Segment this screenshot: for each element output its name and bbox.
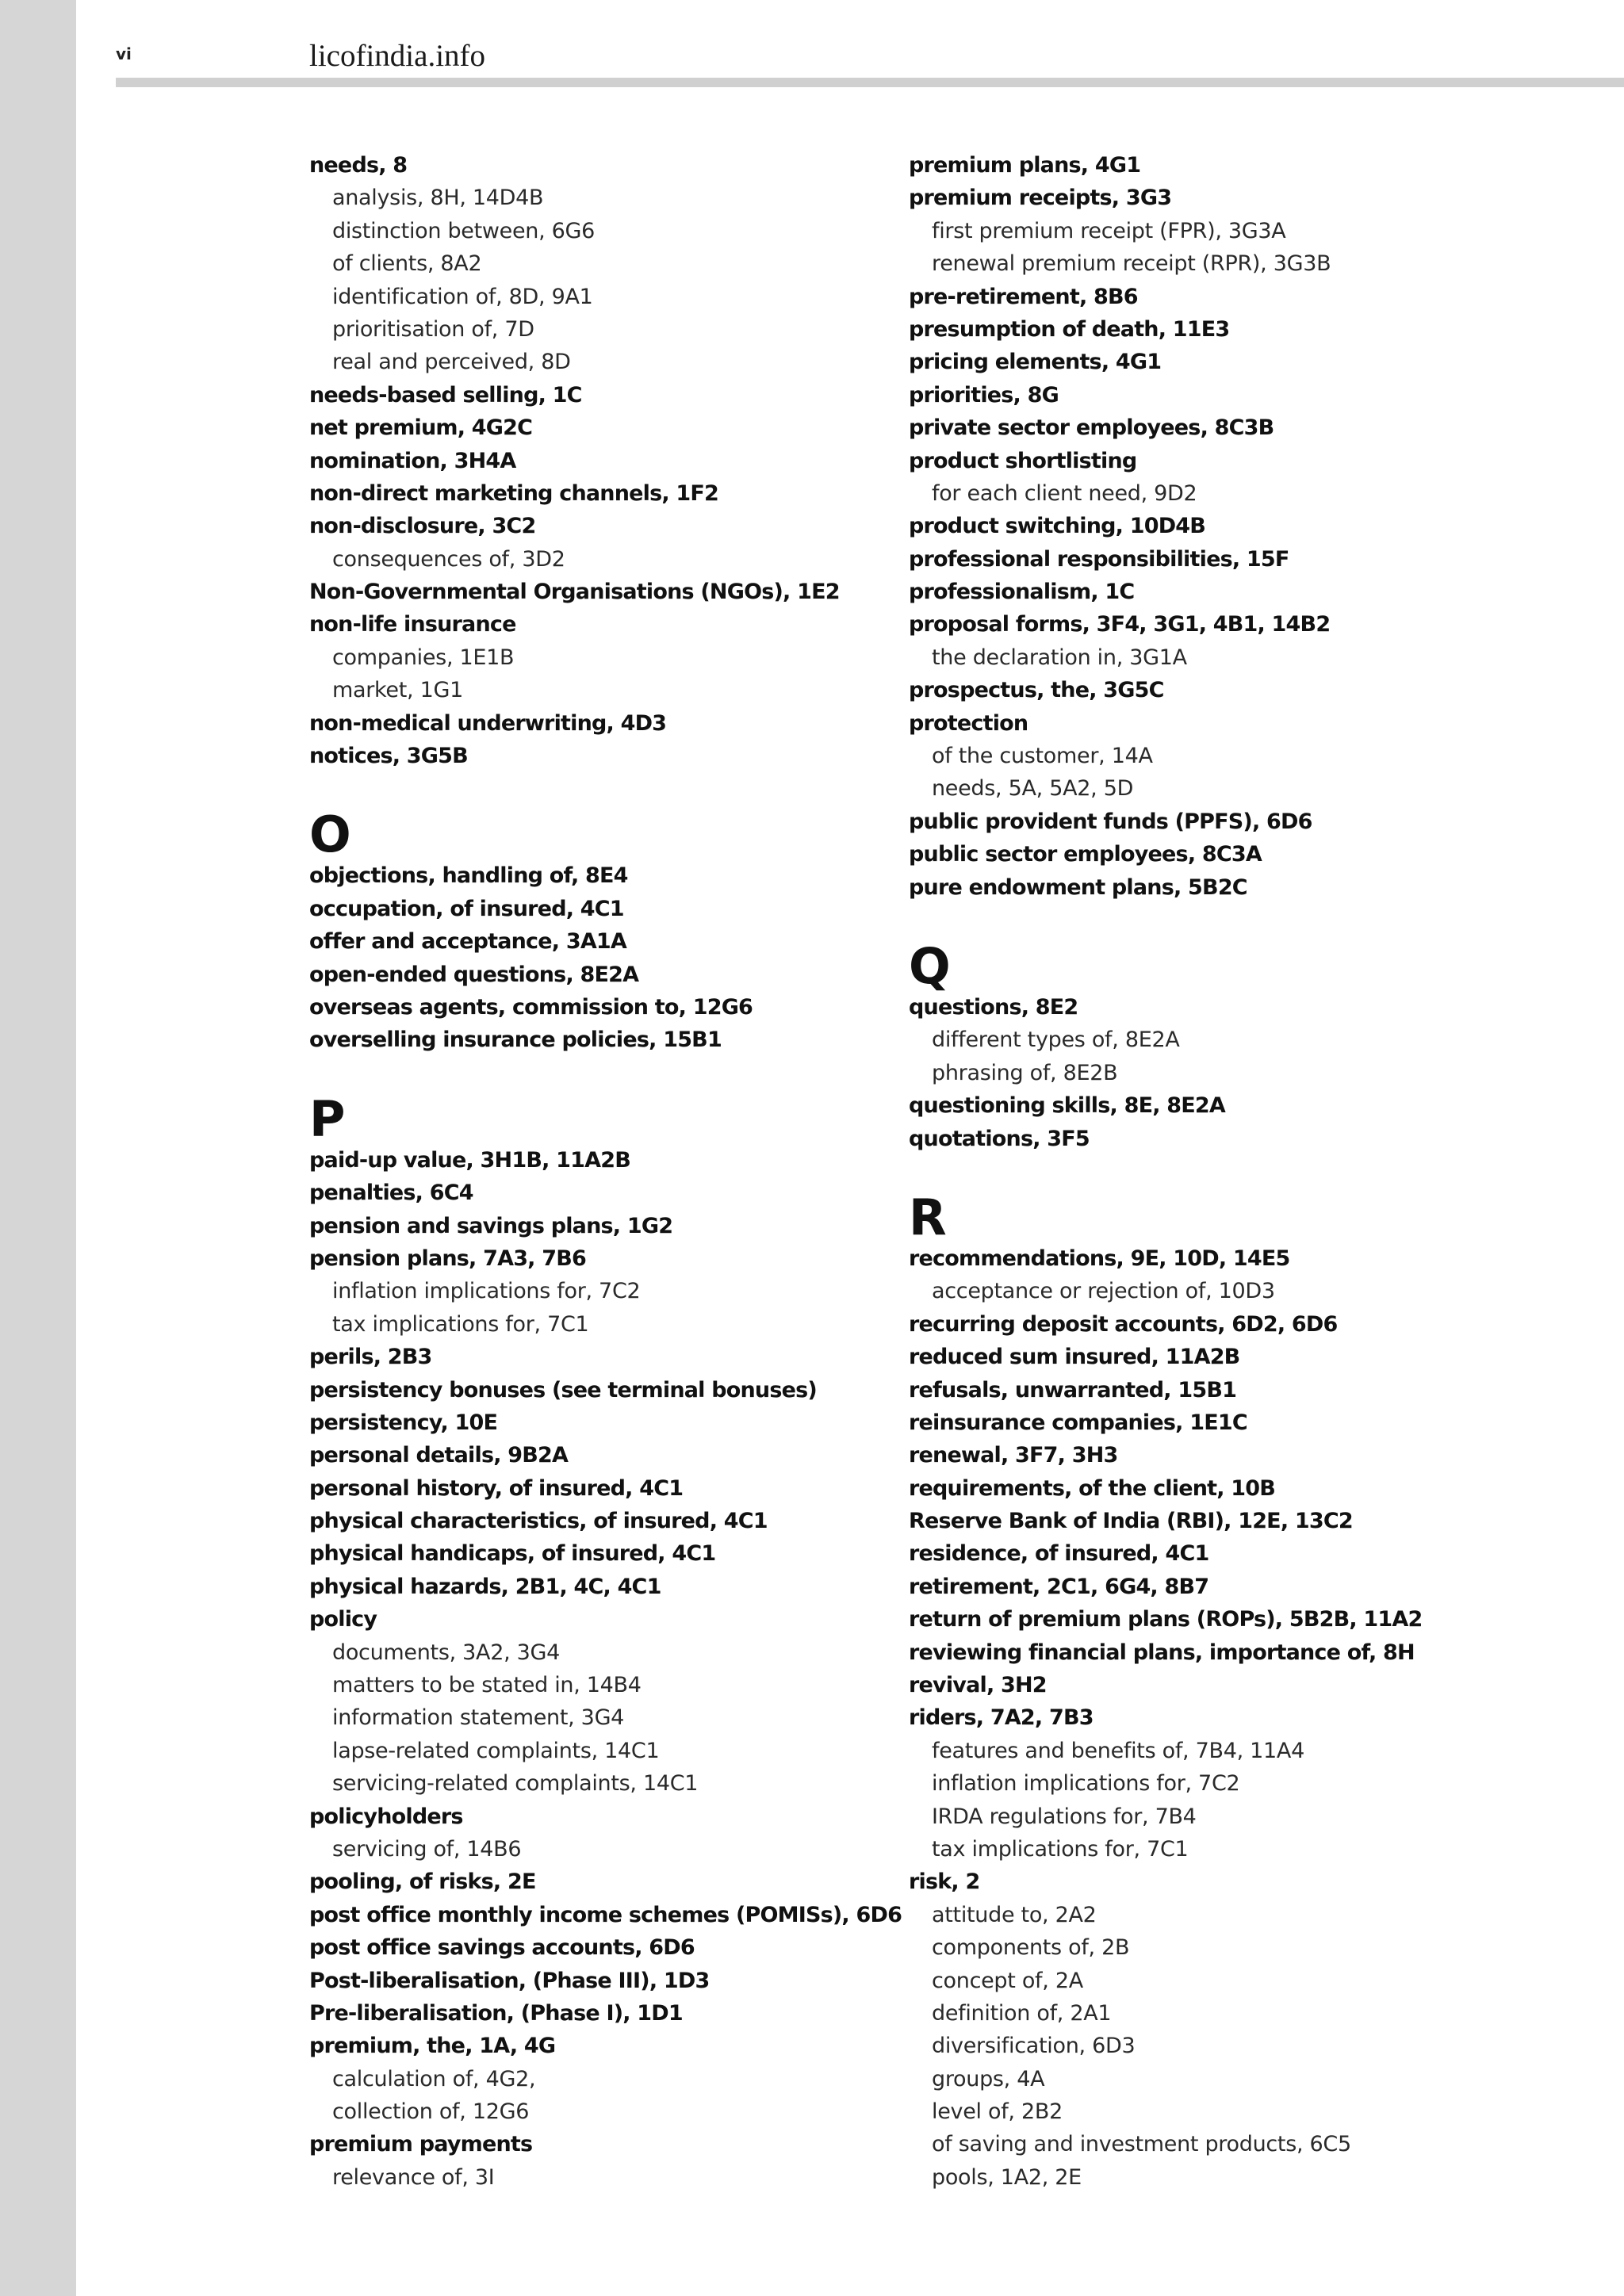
index-subentry: renewal premium receipt (RPR), 3G3B [932, 251, 1331, 277]
header-rule [116, 78, 1624, 87]
index-entry: overselling insurance policies, 15B1 [309, 1027, 722, 1053]
index-entry: occupation, of insured, 4C1 [309, 896, 624, 921]
index-subentry: analysis, 8H, 14D4B [332, 186, 544, 211]
index-subentry: inflation implications for, 7C2 [932, 1771, 1240, 1797]
index-entry: post office monthly income schemes (POMISs), 6D6 [309, 1902, 902, 1927]
index-entry: priorities, 8G [909, 382, 1059, 408]
index-subentry: servicing-related complaints, 14C1 [332, 1771, 699, 1797]
index-subentry: matters to be stated in, 14B4 [332, 1673, 642, 1698]
index-section-letter: Q [909, 936, 951, 995]
index-subentry: relevance of, 3I [332, 2164, 495, 2190]
index-entry: public provident funds (PPFS), 6D6 [909, 809, 1312, 834]
index-entry: pricing elements, 4G1 [909, 350, 1162, 375]
index-entry: requirements, of the client, 10B [909, 1475, 1276, 1501]
index-entry: prospectus, the, 3G5C [909, 678, 1164, 703]
index-subentry: real and perceived, 8D [332, 350, 571, 375]
index-entry: personal details, 9B2A [309, 1443, 569, 1468]
index-entry: professional responsibilities, 15F [909, 546, 1289, 572]
index-letter-block [909, 932, 1496, 995]
site-title: licofindia.info [309, 39, 486, 73]
index-section-letter: R [909, 1188, 947, 1246]
index-entry: pension plans, 7A3, 7B6 [309, 1246, 586, 1271]
index-entry: Reserve Bank of India (RBI), 12E, 13C2 [909, 1509, 1353, 1534]
index-entry: private sector employees, 8C3B [909, 415, 1274, 441]
index-entry: overseas agents, commission to, 12G6 [309, 994, 753, 1020]
index-entry: non-medical underwriting, 4D3 [309, 710, 667, 736]
index-subentry: companies, 1E1B [332, 645, 515, 670]
index-entry: premium plans, 4G1 [909, 153, 1141, 178]
page-margin-bar [0, 0, 76, 2296]
index-entry: premium payments [309, 2132, 533, 2157]
index-subentry: consequences of, 3D2 [332, 546, 565, 572]
index-entry: pre-retirement, 8B6 [909, 284, 1138, 309]
index-entry: nomination, 3H4A [309, 448, 516, 473]
index-entry: refusals, unwarranted, 15B1 [909, 1377, 1237, 1402]
index-subentry: prioritisation of, 7D [332, 316, 534, 342]
index-entry: recurring deposit accounts, 6D2, 6D6 [909, 1311, 1338, 1337]
index-subentry: phrasing of, 8E2B [932, 1060, 1118, 1085]
index-section-letter: P [309, 1089, 346, 1148]
index-letter-block [309, 801, 896, 864]
index-entry: public sector employees, 8C3A [909, 842, 1262, 867]
index-subentry: identification of, 8D, 9A1 [332, 284, 593, 309]
index-entry: physical hazards, 2B1, 4C, 4C1 [309, 1574, 661, 1599]
index-entry: quotations, 3F5 [909, 1126, 1090, 1151]
index-subentry: level of, 2B2 [932, 2099, 1063, 2125]
index-subentry: inflation implications for, 7C2 [332, 1279, 641, 1304]
index-column-right [909, 149, 1496, 2194]
index-entry: premium, the, 1A, 4G [309, 2034, 556, 2059]
index-subentry: calculation of, 4G2, [332, 2066, 536, 2091]
index-entry: risk, 2 [909, 1869, 980, 1895]
index-entry: questioning skills, 8E, 8E2A [909, 1093, 1225, 1119]
index-entry: physical handicaps, of insured, 4C1 [309, 1541, 716, 1567]
index-subentry: for each client need, 9D2 [932, 480, 1197, 506]
index-subentry: of clients, 8A2 [332, 251, 482, 277]
index-entry: product shortlisting [909, 448, 1137, 473]
index-subentry: documents, 3A2, 3G4 [332, 1640, 561, 1665]
index-entry: non-disclosure, 3C2 [309, 514, 536, 539]
index-entry: policyholders [309, 1804, 463, 1829]
index-subentry: concept of, 2A [932, 1968, 1083, 1993]
index-entry: net premium, 4G2C [309, 415, 533, 441]
index-entry: Post-liberalisation, (Phase III), 1D3 [309, 1968, 710, 1993]
index-subentry: information statement, 3G4 [332, 1705, 625, 1731]
index-entry: offer and acceptance, 3A1A [309, 929, 626, 955]
index-entry: needs-based selling, 1C [309, 382, 582, 408]
index-entry: residence, of insured, 4C1 [909, 1541, 1209, 1567]
index-subentry: collection of, 12G6 [332, 2099, 530, 2125]
index-entry: objections, handling of, 8E4 [309, 863, 628, 889]
index-subentry: tax implications for, 7C1 [332, 1311, 589, 1337]
index-subentry: attitude to, 2A2 [932, 1902, 1097, 1927]
index-subentry: needs, 5A, 5A2, 5D [932, 776, 1134, 802]
index-entry: open-ended questions, 8E2A [309, 962, 639, 987]
index-subentry: servicing of, 14B6 [332, 1836, 522, 1862]
index-letter-block [909, 1184, 1496, 1246]
index-subentry: components of, 2B [932, 1935, 1130, 1961]
index-entry: policy [309, 1607, 377, 1632]
index-entry: professionalism, 1C [909, 580, 1135, 605]
index-entry: personal history, of insured, 4C1 [309, 1475, 684, 1501]
index-subentry: tax implications for, 7C1 [932, 1836, 1189, 1862]
index-subentry: distinction between, 6G6 [332, 218, 596, 243]
index-entry: presumption of death, 11E3 [909, 316, 1230, 342]
index-entry: return of premium plans (ROPs), 5B2B, 11A2 [909, 1607, 1423, 1632]
index-subentry: first premium receipt (FPR), 3G3A [932, 218, 1286, 243]
index-entry: reduced sum insured, 11A2B [909, 1345, 1240, 1370]
index-subentry: acceptance or rejection of, 10D3 [932, 1279, 1275, 1304]
index-entry: renewal, 3F7, 3H3 [909, 1443, 1118, 1468]
index-entry: protection [909, 710, 1028, 736]
index-entry: physical characteristics, of insured, 4C1 [309, 1509, 768, 1534]
index-subentry: groups, 4A [932, 2066, 1045, 2091]
index-entry: proposal forms, 3F4, 3G1, 4B1, 14B2 [909, 612, 1331, 637]
index-entry: non-life insurance [309, 612, 516, 637]
index-entry: Non-Governmental Organisations (NGOs), 1E2 [309, 580, 840, 605]
index-entry: post office savings accounts, 6D6 [309, 1935, 695, 1961]
index-entry: pure endowment plans, 5B2C [909, 874, 1247, 900]
index-entry: paid-up value, 3H1B, 11A2B [309, 1147, 630, 1173]
index-subentry: market, 1G1 [332, 678, 463, 703]
index-entry: retirement, 2C1, 6G4, 8B7 [909, 1574, 1209, 1599]
index-entry: non-direct marketing channels, 1F2 [309, 480, 719, 506]
index-subentry: diversification, 6D3 [932, 2034, 1136, 2059]
index-entry: pension and savings plans, 1G2 [309, 1213, 673, 1238]
index-entry: perils, 2B3 [309, 1345, 432, 1370]
index-letter-block [309, 1085, 896, 1148]
index-entry: reviewing financial plans, importance of, 8H [909, 1640, 1415, 1665]
index-entry: notices, 3G5B [309, 744, 468, 769]
index-entry: penalties, 6C4 [309, 1181, 473, 1206]
index-entry: persistency bonuses (see terminal bonuses) [309, 1377, 817, 1402]
index-subentry: pools, 1A2, 2E [932, 2164, 1082, 2190]
index-subentry: of the customer, 14A [932, 744, 1153, 769]
index-entry: questions, 8E2 [909, 994, 1078, 1020]
index-subentry: the declaration in, 3G1A [932, 645, 1187, 670]
index-section-letter: O [309, 806, 351, 864]
page-number: vi [116, 44, 132, 63]
index-subentry: IRDA regulations for, 7B4 [932, 1804, 1197, 1829]
index-entry: needs, 8 [309, 153, 408, 178]
index-subentry: lapse-related complaints, 14C1 [332, 1738, 660, 1763]
index-entry: product switching, 10D4B [909, 514, 1206, 539]
index-entry: reinsurance companies, 1E1C [909, 1410, 1247, 1435]
index-entry: premium receipts, 3G3 [909, 186, 1172, 211]
index-entry: recommendations, 9E, 10D, 14E5 [909, 1246, 1290, 1271]
index-entry: riders, 7A2, 7B3 [909, 1705, 1094, 1731]
index-subentry: definition of, 2A1 [932, 2000, 1112, 2026]
index-entry: pooling, of risks, 2E [309, 1869, 536, 1895]
index-entry: persistency, 10E [309, 1410, 498, 1435]
index-entry: revival, 3H2 [909, 1673, 1047, 1698]
index-column-left [309, 149, 902, 2194]
index-subentry: different types of, 8E2A [932, 1027, 1180, 1053]
index-subentry: features and benefits of, 7B4, 11A4 [932, 1738, 1304, 1763]
index-entry: Pre-liberalisation, (Phase I), 1D1 [309, 2000, 683, 2026]
index-subentry: of saving and investment products, 6C5 [932, 2132, 1351, 2157]
